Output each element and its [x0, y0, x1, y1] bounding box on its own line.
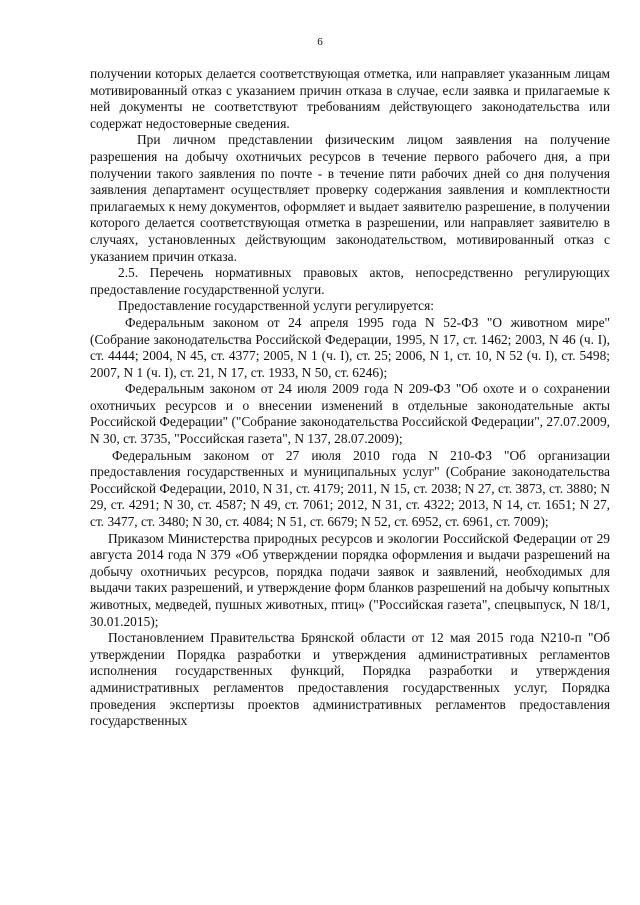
page-number: 6	[317, 36, 323, 48]
paragraph-personal-submission: При личном представлении физическим лицом заявления на получение разрешения на добычу охотничьих ресурсов в течение первого рабочего дня, а при получении такого заявления по почте - в течение пяти рабочих дней со дня получения заявления департамент осуществляет проверку содержания заявления и комплектности прилагаемых к нему документов, оформляет и выдает заявителю разрешение, в получении которого делается соответствующая отметка в разрешении, или направляет заявителю в случаях, установленных действующим законодательством, мотивированный отказ с указанием причин отказа.	[90, 132, 610, 264]
paragraph-law-209-fz: Федеральным законом от 24 июля 2009 года N 209-ФЗ "Об охоте и о сохранении охотничьих ресурсов и о внесении изменений в отдельные законодательные акты Российской Федерации" ("Собрание законодательства Российской Федерации", 27.07.2009, N 30, ст. 3735, "Российская газета", N 137, 28.07.2009);	[90, 381, 610, 447]
document-body	[90, 66, 610, 730]
paragraph-refusal-continuation: получении которых делается соответствующая отметка, или направляет указанным лицам мотивированный отказ с указанием причин отказа в случае, если заявка и прилагаемые к ней документы не соответствуют требованиям действующего законодательства или содержат недостоверные сведения.	[90, 66, 610, 131]
paragraph-law-52-fz: Федеральным законом от 24 апреля 1995 года N 52-ФЗ "О животном мире" (Собрание законодательства Российской Федерации, 1995, N 17, ст. 1462; 2003, N 46 (ч. I), ст. 4444; 2004, N 45, ст. 4377; 2005, N 1 (ч. I), ст. 25; 2006, N 1, ст. 10, N 52 (ч. I), ст. 5498; 2007, N 1 (ч. I), ст. 21, N 17, ст. 1933, N 50, ст. 6246);	[90, 314, 610, 380]
paragraph-law-210-fz: Федеральным законом от 27 июля 2010 года N 210-ФЗ "Об организации предоставления государственных и муниципальных услуг" (Собрание законодательства Российской Федерации, 2010, N 31, ст. 4179; 2011, N 15, ст. 2038; N 27, ст. 3873, ст. 3880; N 29, ст. 4291; N 30, ст. 4587; N 49, ст. 7061; 2012, N 31, ст. 4322; 2013, N 14, ст. 1651; N 27, ст. 3477, ст. 3480; N 30, ст. 4084; N 51, ст. 6679; N 52, ст. 6952, ст. 6961, ст. 7009);	[90, 447, 610, 530]
paragraph-regulation-intro: Предоставление государственной услуги регулируется:	[118, 298, 434, 314]
paragraph-section-2-5-heading: 2.5. Перечень нормативных правовых актов, непосредственно регулирующих предоставление государственной услуги.	[90, 265, 610, 297]
paragraph-resolution-210-p: Постановлением Правительства Брянской области от 12 мая 2015 года N210-п "Об утверждении Порядка разработки и утверждения административных регламентов исполнения государственных функций, Порядка разработки и утверждения административных регламентов предоставления государственных услуг, Порядка проведения экспертизы проектов административных регламентов предоставления государственных	[90, 630, 610, 729]
paragraph-order-379: Приказом Министерства природных ресурсов и экологии Российской Федерации от 29 августа 2014 года N 379 «Об утверждении порядка оформления и выдачи разрешений на добычу охотничьих ресурсов, порядка подачи заявок и заявлений, необходимых для выдачи таких разрешений, и утверждение форм бланков разрешений на добычу копытных животных, медведей, пушных животных, птиц» ("Российская газета", спецвыпуск, N 18/1, 30.01.2015);	[90, 530, 610, 629]
